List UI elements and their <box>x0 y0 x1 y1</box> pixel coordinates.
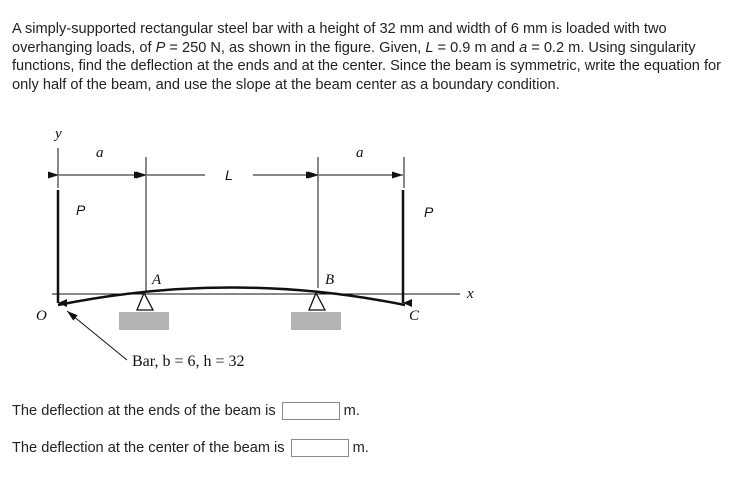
support-label-B: B <box>325 272 335 288</box>
load-label-right: P <box>424 204 434 220</box>
x-axis-label: x <box>467 286 474 302</box>
problem-statement <box>12 20 747 94</box>
answer-label-ends: The deflection at the ends of the beam is <box>12 403 276 419</box>
bar-leader-line <box>67 311 127 360</box>
answer-unit-ends: m. <box>343 403 360 419</box>
dim-label-L: L <box>225 167 233 183</box>
symbol-a: a <box>519 39 528 56</box>
load-label-left: P <box>76 202 86 218</box>
support-ground-A <box>119 312 169 330</box>
pin-support-A <box>137 293 153 310</box>
answer-input-ends[interactable] <box>282 402 340 420</box>
problem-text-2: = 250 N, as shown in the figure. Given, <box>165 39 426 56</box>
answer-label-center: The deflection at the center of the beam is <box>12 440 285 456</box>
problem-text-3: = 0.9 m and <box>433 39 520 56</box>
symbol-L: L <box>425 39 434 56</box>
bar-label: Bar, b = 6, h = 32 <box>132 353 245 370</box>
beam-figure <box>0 120 520 380</box>
problem-text-4: = 0.2 m. Using singularity functions, find the deflection at the ends and at the center. Since the beam is symmetric, write the equation for only half of the beam, and use the slope at the beam center as a boundary condition. <box>12 39 722 93</box>
support-label-A: A <box>152 272 162 288</box>
deflected-beam <box>58 288 405 306</box>
y-axis-label: y <box>55 126 62 142</box>
pin-support-B <box>309 293 325 310</box>
dim-label-a-left: a <box>96 145 104 161</box>
problem-text-1: A simply-supported rectangular steel bar with a height of 32 mm and width of 6 mm is loaded with two overhanging loads, of <box>12 21 667 56</box>
dim-label-a-right: a <box>356 145 364 161</box>
end-label-C: C <box>409 308 420 324</box>
answer-input-center[interactable] <box>291 439 349 457</box>
answer-row-ends <box>12 402 360 420</box>
answer-unit-center: m. <box>352 440 369 456</box>
support-ground-B <box>291 312 341 330</box>
symbol-P: P <box>155 39 166 56</box>
answer-row-center <box>12 439 369 457</box>
origin-label: O <box>36 308 47 324</box>
